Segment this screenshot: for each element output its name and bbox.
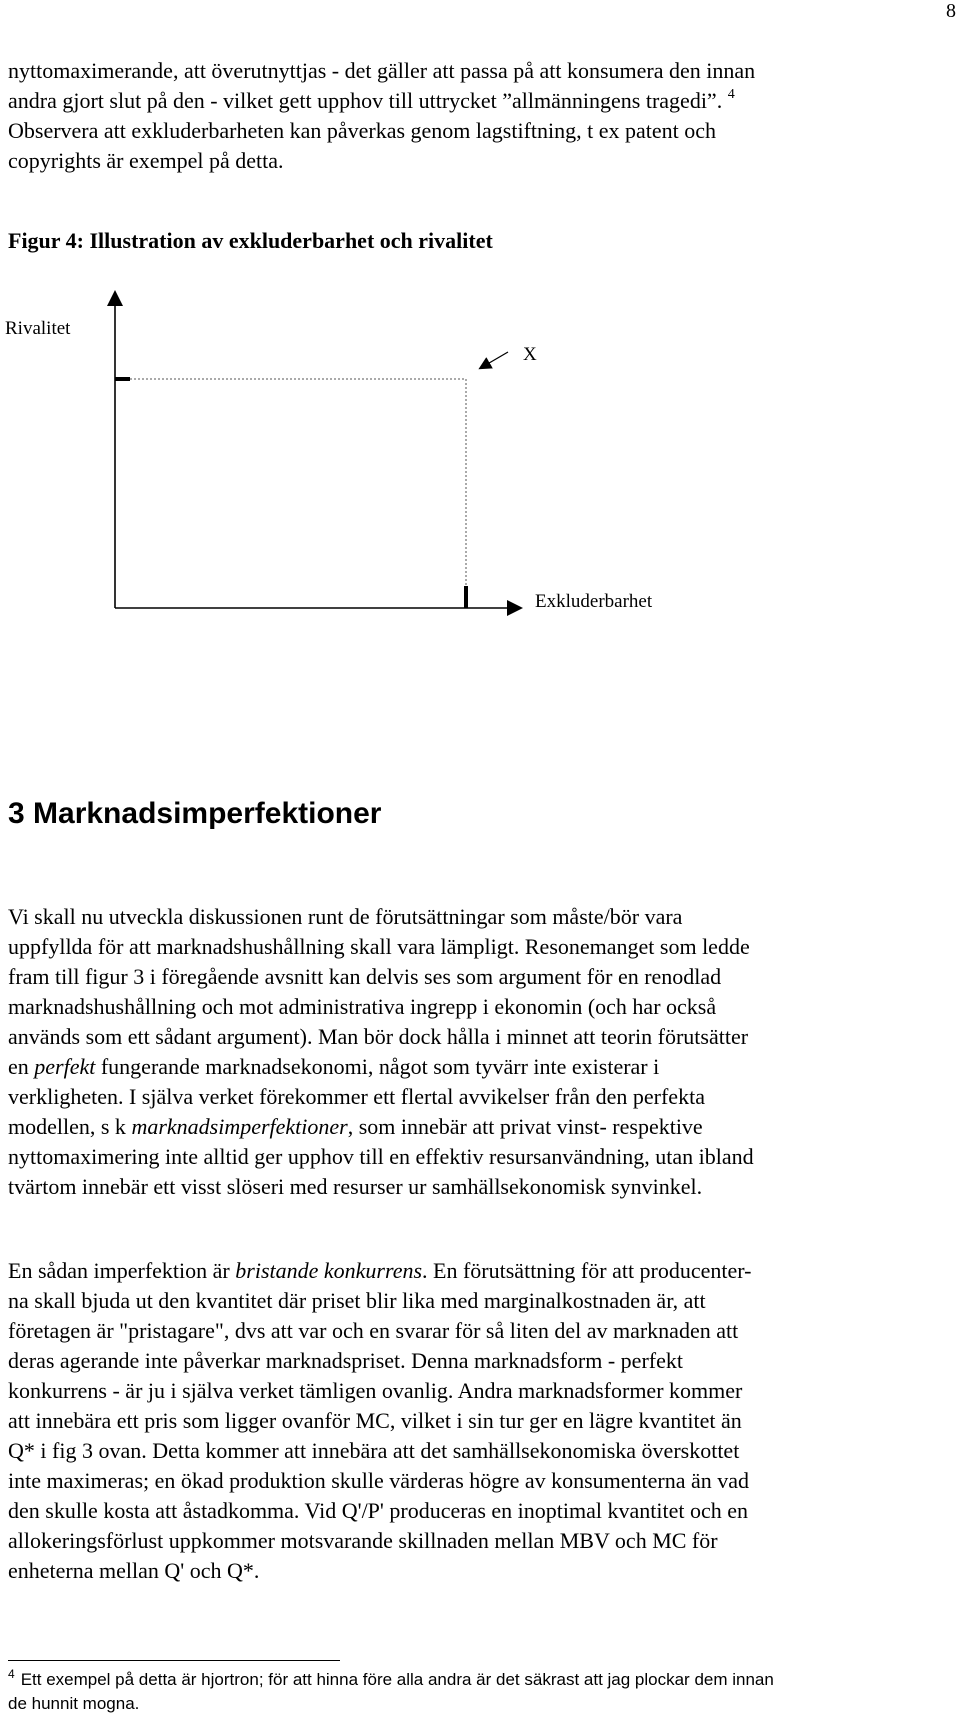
text-run: . En förutsättning för att producenter- [422, 1258, 752, 1283]
x-axis-label: Exkluderbarhet [535, 591, 653, 612]
body-line: fram till figur 3 i föregående avsnitt kan delvis ses som argument för en renodlad [8, 964, 722, 989]
text-run: en [8, 1054, 35, 1079]
body-line: deras agerande inte påverkar marknadspriset. Denna marknadsform - perfekt [8, 1348, 683, 1373]
body-line [8, 1052, 956, 1082]
body-line: används som ett sådant argument). Man bör dock hålla i minnet att teorin förutsätter [8, 1024, 749, 1049]
footnote-mark: 4 [8, 1667, 15, 1681]
italic-term: bristande konkurrens [235, 1258, 423, 1283]
intro-line: copyrights är exempel på detta. [8, 148, 284, 173]
body-line: tvärtom innebär ett visst slöseri med resurser ur samhällsekonomisk synvinkel. [8, 1174, 703, 1199]
intro-paragraph [8, 56, 956, 176]
text-run: modellen, s k [8, 1114, 132, 1139]
footnote-line: de hunnit mogna. [8, 1694, 140, 1713]
footnote-line [8, 1668, 956, 1692]
point-x-arrow [484, 352, 508, 366]
figure-diagram [0, 290, 960, 710]
body-line: Vi skall nu utveckla diskussionen runt de förutsättningar som måste/bör vara [8, 904, 683, 929]
body-paragraph-1 [8, 902, 956, 1202]
body-line: inte maximeras; en ökad produktion skulle värderas högre av konsumenterna än vad [8, 1468, 750, 1493]
body-line: nyttomaximering inte alltid ger upphov till en effektiv resursanvändning, utan ibland [8, 1144, 754, 1169]
body-line: verkligheten. I själva verket förekommer ett flertal avvikelser från den perfekta [8, 1084, 705, 1109]
figure-title: Figur 4: Illustration av exkluderbarhet och rivalitet [8, 228, 493, 253]
footnote-separator [8, 1660, 340, 1661]
body-line: företagen är "pristagare", dvs att var och en svarar för så liten del av marknaden att [8, 1318, 739, 1343]
body-line: marknadshushållning och mot administrativa ingrepp i ekonomin (och har också [8, 994, 717, 1019]
footnote-text: Ett exempel på detta är hjortron; för att hinna före alla andra är det säkrast att jag plockar dem innan [20, 1670, 774, 1689]
diagram-svg [0, 290, 960, 710]
text-run: , som innebär att privat vinst- respektive [347, 1114, 703, 1139]
body-line: allokeringsförlust uppkommer motsvarande skillnaden mellan MBV och MC för [8, 1528, 718, 1553]
point-x-label: X [523, 344, 537, 365]
footnote [8, 1668, 956, 1716]
body-line: den skulle kosta att åstadkomma. Vid Q'/P' produceras en inoptimal kvantitet och en [8, 1498, 748, 1523]
body-line: konkurrens - är ju i själva verket tämligen ovanlig. Andra marknadsformer kommer [8, 1378, 743, 1403]
intro-line-with-footnote [8, 86, 956, 116]
section-heading: 3 Marknadsimperfektioner [8, 797, 382, 830]
intro-line: nyttomaximerande, att överutnyttjas - det gäller att passa på att konsumera den innan [8, 58, 756, 83]
italic-term: marknadsimperfektioner [131, 1114, 348, 1139]
page-number: 8 [946, 0, 956, 22]
y-axis-label: Rivalitet [5, 318, 71, 339]
text-run: fungerande marknadsekonomi, något som tyvärr inte existerar i [95, 1054, 660, 1079]
body-line: na skall bjuda ut den kvantitet där priset blir lika med marginalkostnaden är, att [8, 1288, 706, 1313]
intro-line: andra gjort slut på den - vilket gett upphov till uttrycket ”allmänningens tragedi”. [8, 88, 723, 113]
body-line: att innebära ett pris som ligger ovanför MC, vilket i sin tur ger en lägre kvantitet än [8, 1408, 742, 1433]
body-paragraph-2 [8, 1256, 956, 1586]
body-line [8, 1112, 956, 1142]
footnote-reference[interactable]: 4 [727, 87, 735, 102]
italic-term: perfekt [34, 1054, 96, 1079]
body-line: enheterna mellan Q' och Q*. [8, 1558, 260, 1583]
intro-line: Observera att exkluderbarheten kan påverkas genom lagstiftning, t ex patent och [8, 118, 717, 143]
body-line: uppfyllda för att marknadshushållning skall vara lämpligt. Resonemanget som ledde [8, 934, 750, 959]
body-line: Q* i fig 3 ovan. Detta kommer att innebära att det samhällsekonomiska överskottet [8, 1438, 740, 1463]
text-run: En sådan imperfektion är [8, 1258, 236, 1283]
body-line [8, 1256, 956, 1286]
